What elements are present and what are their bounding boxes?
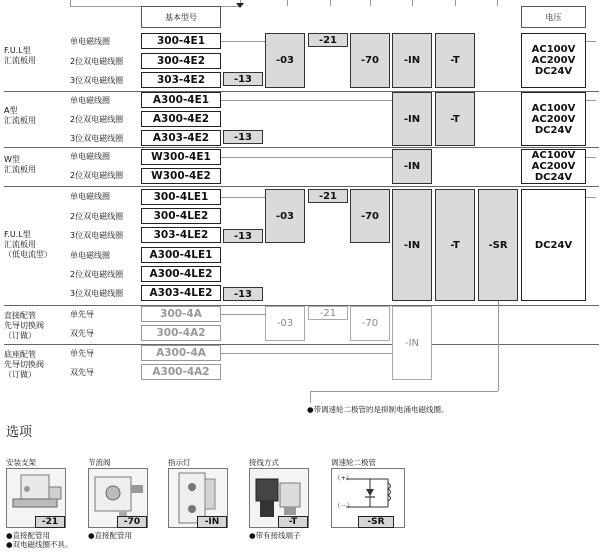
option-t: -T (435, 92, 475, 146)
row-sub-label: 3位双电磁线圈 (70, 231, 124, 240)
option-caption: ●直接配管用 (88, 531, 133, 540)
group-label-fl-low-current: F.U.L型 汇流板用 （低电流型） (4, 230, 52, 259)
model-box: A303-4E2 (141, 130, 221, 146)
row-sub-label: 单先导 (70, 310, 94, 319)
option-70: -70 (350, 189, 390, 243)
option-03: -03 (265, 189, 305, 243)
option-caption: ●带有接线端子 (249, 531, 301, 540)
section-title: 选项 (6, 425, 33, 440)
model-box: 300-4LE1 (141, 189, 221, 205)
option-item-label: 接线方式 (249, 458, 279, 467)
row-sub-label: 单电磁线圈 (70, 96, 110, 105)
group-label-w: W型 汇流板用 (4, 155, 36, 174)
option-in: -IN (392, 33, 432, 88)
model-box: A300-4LE2 (141, 266, 221, 282)
model-box: 303-4LE2 (141, 227, 221, 243)
option-tag: -IN (197, 516, 227, 528)
option-13: -13 (223, 72, 263, 86)
model-box: 300-4LE2 (141, 208, 221, 224)
option-21: -21 (308, 33, 348, 47)
option-t: -T (435, 189, 475, 301)
row-sub-label: 单电磁线圈 (70, 192, 110, 201)
row-sub-label: 双先导 (70, 329, 94, 338)
minus-label: （－） (334, 502, 354, 510)
row-sub-label: 单电磁线圈 (70, 37, 110, 46)
option-item-label: 安装支架 (6, 458, 36, 467)
option-03: -03 (265, 33, 305, 88)
option-sr: -SR (478, 189, 518, 301)
row-sub-label: 单电磁线圈 (70, 251, 110, 260)
option-in: -IN (392, 92, 432, 146)
model-box: 300-4E2 (141, 53, 221, 69)
option-tag: -21 (35, 516, 65, 528)
row-sub-label: 双先导 (70, 368, 94, 377)
option-t: -T (435, 33, 475, 88)
model-box: A300-4A2 (141, 364, 221, 380)
row-sub-label: 3位双电磁线圈 (70, 134, 124, 143)
voltage-box: DC24V (521, 189, 586, 301)
option-item-label: 节流阀 (88, 458, 111, 467)
model-box: A300-4A (141, 345, 221, 361)
option-caption: ●直接配管用 ●双电磁线圈不具。 (6, 531, 73, 549)
row-sub-label: 2位双电磁线圈 (70, 212, 124, 221)
option-item-label: 指示灯 (168, 458, 191, 467)
base-model-header: 基本型号 (141, 6, 221, 28)
voltage-box: AC100V AC200V DC24V (521, 92, 586, 146)
model-box: W300-4E2 (141, 168, 221, 184)
model-box: 300-4A2 (141, 325, 221, 341)
model-box: 300-4E1 (141, 33, 221, 49)
group-label-direct-piping: 直接配管 先导切换阀 （订做） (4, 311, 44, 340)
note-text: ●带调速轮二极管的是抑制电涌电磁线圈。 (307, 405, 449, 414)
option-70: -70 (350, 33, 390, 88)
group-label-a: A型 汇流板用 (4, 106, 36, 125)
option-03: -03 (265, 306, 305, 341)
option-in: -IN (392, 306, 432, 380)
row-sub-label: 单先导 (70, 349, 94, 358)
option-tag: -SR (358, 516, 394, 528)
voltage-box: AC100V AC200V DC24V (521, 149, 586, 184)
option-tag: -T (278, 516, 308, 528)
model-box: A303-4LE2 (141, 285, 221, 301)
row-sub-label: 2位双电磁线圈 (70, 115, 124, 124)
option-13: -13 (223, 229, 263, 243)
model-box: 300-4A (141, 306, 221, 322)
row-sub-label: 单电磁线圈 (70, 152, 110, 161)
row-sub-label: 3位双电磁线圈 (70, 76, 124, 85)
group-label-base-piping: 底座配管 先导切换阀 （订做） (4, 350, 44, 379)
option-13: -13 (223, 130, 263, 144)
option-in: -IN (392, 149, 432, 184)
row-sub-label: 2位双电磁线圈 (70, 270, 124, 279)
group-label-fl: F.U.L型 汇流板用 (4, 46, 36, 65)
plus-label: （+） (334, 474, 353, 482)
row-sub-label: 2位双电磁线圈 (70, 171, 124, 180)
model-box: A300-4E2 (141, 111, 221, 127)
model-box: A300-4E1 (141, 92, 221, 108)
option-item-label: 调速轮二极管 (331, 458, 376, 467)
row-sub-label: 3位双电磁线圈 (70, 289, 124, 298)
voltage-box: AC100V AC200V DC24V (521, 33, 586, 88)
voltage-header: 电压 (521, 6, 586, 28)
option-tag: -70 (117, 516, 147, 528)
option-21: -21 (308, 306, 348, 320)
model-box: 303-4E2 (141, 72, 221, 88)
option-13: -13 (223, 287, 263, 301)
option-70: -70 (350, 306, 390, 341)
model-box: A300-4LE1 (141, 247, 221, 263)
option-in: -IN (392, 189, 432, 301)
arrow-icon (236, 3, 244, 8)
model-box: W300-4E1 (141, 149, 221, 165)
option-21: -21 (308, 189, 348, 203)
row-sub-label: 2位双电磁线圈 (70, 57, 124, 66)
